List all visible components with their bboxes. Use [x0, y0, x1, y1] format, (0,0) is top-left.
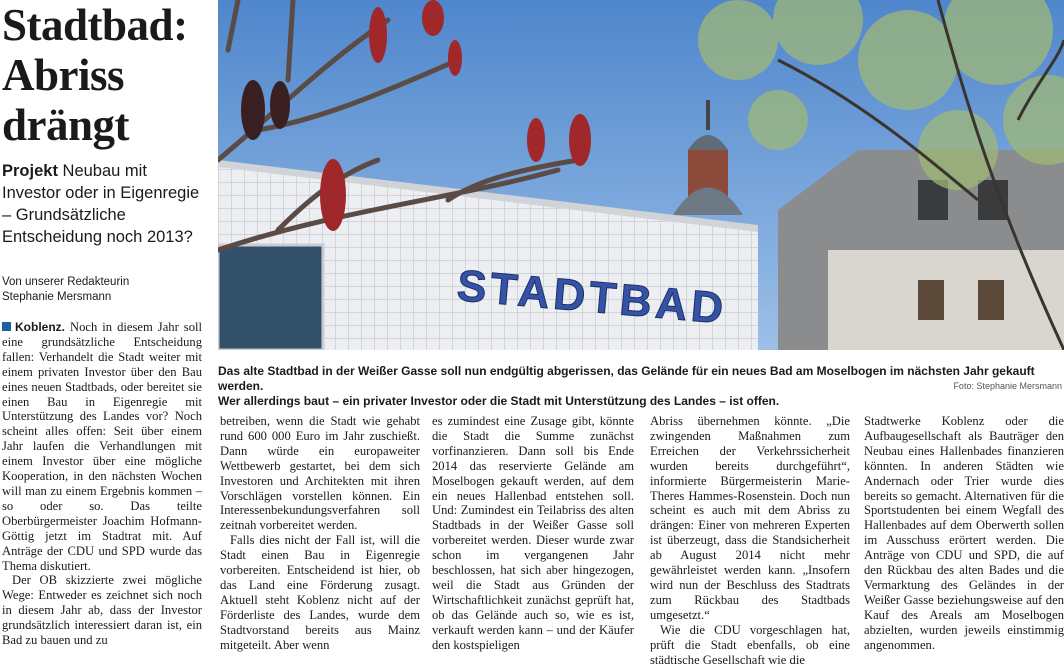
paragraph: Der OB skizzierte zwei mögliche Wege: Entweder es zeichnet sich noch in diesem Jahr ab, dass der Investor grundsätzlich interessiert daran ist, ein Bad zu bauen und zu	[2, 573, 202, 648]
dateline-marker	[2, 322, 11, 331]
paragraph: Stadtwerke Koblenz oder die Aufbaugesellschaft als Bauträger den Neubau eines Hallenbades finanzieren könnten. In anderen Städten wie Andernach oder Trier wurde dies bereits so gemacht. Alternativen für die Sportstudenten bei einem Wegfall des Hallenbades auf dem Oberwerth sollen im Ausschuss erörtert werden. Die Anträge von CDU und SPD, die auf den Rückbau des alten Bades und die Vermarktung des Geländes in der Weißer Gasse beziehungsweise auf den Kauf des Areals am Moselbogen abzielten, wurden jeweils einstimmig angenommen.	[864, 414, 1064, 652]
headline	[2, 0, 212, 150]
stadtbad-sign: STADTBAD	[455, 261, 730, 334]
caption-line: Das alte Stadtbad in der Weißer Gasse soll nun endgültig abgerissen, das Gelände für ein neues Bad am Moselbogen im nächsten Jahr gekauft werden.	[218, 364, 1035, 393]
headline-line: drängt	[2, 100, 130, 150]
byline-line: Von unserer Redakteurin	[2, 276, 130, 288]
subhead-line: Investor oder in Eigenregie	[2, 184, 200, 202]
photo-caption	[218, 364, 1064, 409]
paragraph	[2, 320, 202, 573]
article-column-5	[864, 414, 1064, 653]
headline-line: Abriss	[2, 50, 125, 100]
article-column-2	[220, 414, 420, 653]
paragraph: Wie die CDU vorgeschlagen hat, prüft die Stadt ebenfalls, ob eine städtische Gesellschaft wie die	[650, 622, 850, 667]
article-column-4	[650, 414, 850, 667]
article-column-1	[2, 320, 202, 648]
paragraph: es zumindest eine Zusage gibt, könnte die Stadt die Summe zunächst vorfinanzieren. Dann soll bis Ende 2014 das reservierte Gelände am Moselbogen gekauft werden, auf dem ein neues Hallenbad entstehen soll. Und: Zumindest ein Teilabriss des alten Stadtbads in der Weißer Gasse soll vorbereitet werden. Dieser wurde zwar schon im vergangenen Jahr beschlossen, hat sich aber hingezogen, weil die Stadt aus Gründen der Wirtschaftlichkeit zunächst geprüft hat, ob das Gelände auch so, wie es ist, verkauft werden kann – und der Käufer den kostspieligen	[432, 414, 634, 652]
byline	[2, 275, 212, 305]
article-column-3	[432, 414, 634, 653]
subhead-line: – Grundsätzliche	[2, 206, 126, 224]
photo-credit: Foto: Stephanie Mersmann	[953, 381, 1062, 391]
byline-author: Stephanie Mersmann	[2, 291, 112, 303]
stadtbad-photo-illustration	[218, 0, 1064, 350]
paragraph: betreiben, wenn die Stadt wie gehabt rund 600 000 Euro im Jahr zuschießt. Dann würde ein europaweiter Wettbewerb gestartet, bei dem sich Investoren und Architekten mit ihren Vorschlägen vorstellen können. Ein Interessenbekundungsverfahren soll zeitnah vorbereitet werden.	[220, 414, 420, 533]
paragraph-text: Noch in diesem Jahr soll eine grundsätzliche Entscheidung fallen: Verhandelt die Stadt weiter mit einem privaten Investor über den Bau eines neuen Stadtbads, oder bereitet sie einen Bau in Eigenregie mit Unterstützung des Landes vor? Noch scheint alles offen: Seit über einem Jahr laufen die Verhandlungen mit einem Investor über eine mögliche Kooperation, in den nächsten Wochen will man zu einem Ergebnis kommen – so oder so. Das teilte Oberbürgermeister Joachim Hofmann-Göttig jetzt im Stadtrat mit. Auf Anträge der CDU und SPD wurde das Thema diskutiert.	[2, 320, 202, 573]
paragraph: Abriss übernehmen könnte. „Die zwingenden Maßnahmen zum Erreichen der Verkehrssicherheit wurden bereits durchgeführt“, informierte Bürgermeisterin Marie-Theres Hammes-Rosenstein. Doch nun scheint es auch mit dem Abriss zu drängen: Einer von mehreren Experten ist überzeugt, dass die Standsicherheit ab August 2014 nicht mehr gewährleistet werden kann. „Insofern wird nun der Beschluss des Stadtrats zum Rückbau des Stadtbads umgesetzt.“	[650, 414, 850, 622]
subheadline	[2, 160, 212, 248]
subhead-line: Neubau mit	[57, 162, 147, 180]
article-photo	[218, 0, 1064, 350]
headline-line: Stadtbad:	[2, 0, 188, 50]
subhead-line: Entscheidung noch 2013?	[2, 228, 193, 246]
dateline: Koblenz.	[15, 320, 65, 334]
paragraph: Falls dies nicht der Fall ist, will die Stadt einen Bau in Eigenregie vorbereiten. Entscheidend ist hier, ob das Land eine Förderung zusagt. Aktuell steht Koblenz nicht auf der Förderliste des Landes, wurde dem Stadtvorstand bereits aus Mainz mitgeteilt. Aber wenn	[220, 533, 420, 652]
caption-line: Wer allerdings baut – ein privater Investor oder die Stadt mit Unterstützung des Landes – ist offen.	[218, 394, 780, 408]
subhead-kicker: Projekt	[2, 162, 58, 180]
